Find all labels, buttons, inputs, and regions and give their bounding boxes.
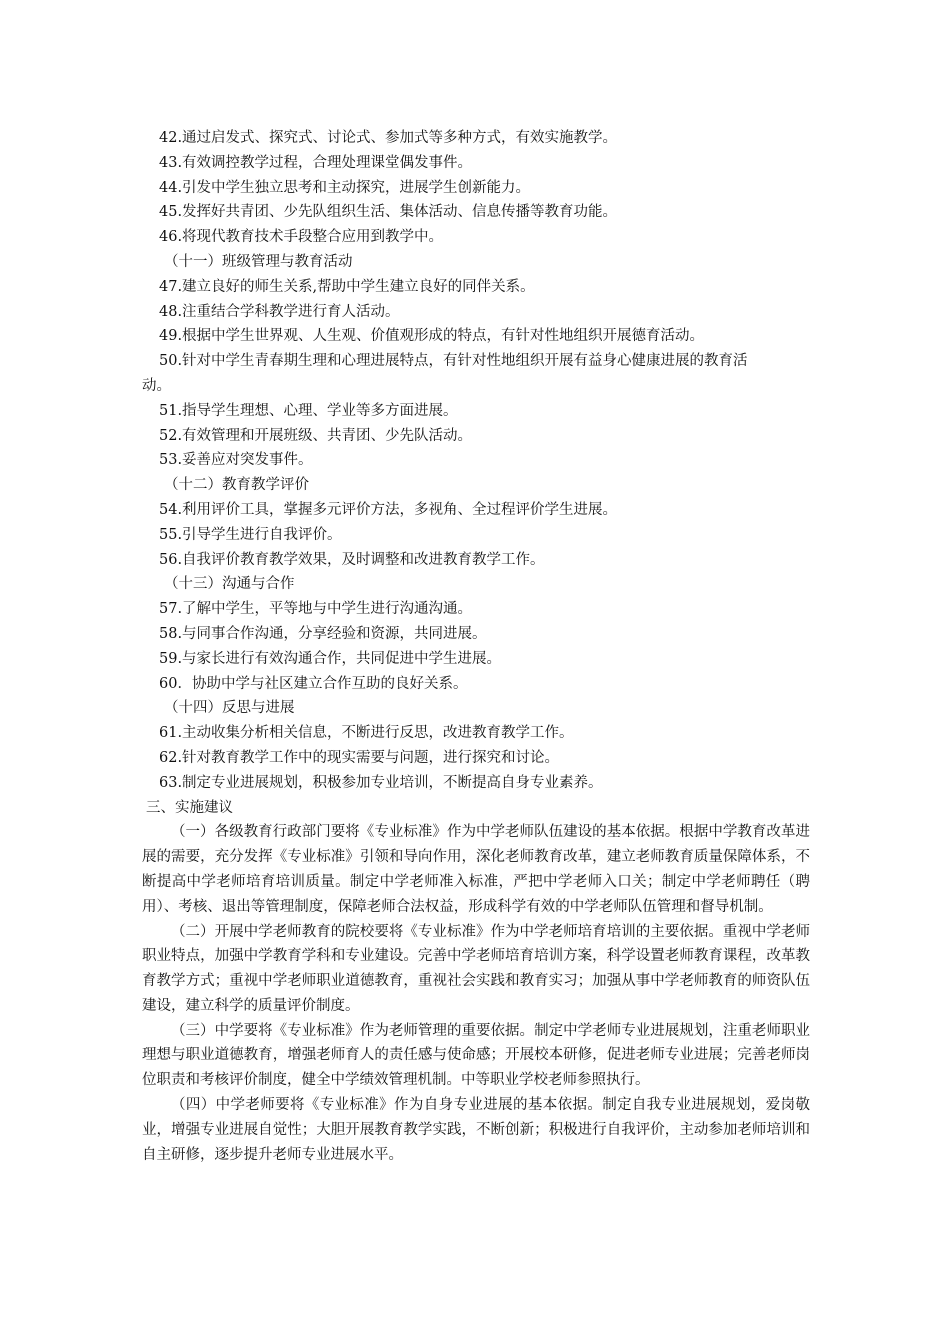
list-item: 63.制定专业进展规划，积极参加专业培训，不断提高自身专业素养。 [159,774,603,791]
list-item: 58.与同事合作沟通，分享经验和资源，共同进展。 [159,625,487,642]
paragraph: （二）开展中学老师教育的院校要将《专业标准》作为中学老师培育培训的主要依据。重视中学老师职业特点，加强中学教育学科和专业建设。完善中学老师培育培训方案，科学设置老师教育课程，改革教育教学方式；重视中学老师职业道德教育，重视社会实践和教育实习；加强从事中学老师教育的师资队伍建设，建立科学的质量评价制度。 [142,923,810,1014]
list-item: 57.了解中学生，平等地与中学生进行沟通沟通。 [159,601,473,618]
paragraph: （四）中学老师要将《专业标准》作为自身专业进展的基本依据。制定自我专业进展规划，爱岗敬业，增强专业进展自觉性；大胆开展教育教学实践，不断创新；积极进行自我评价，主动参加老师培训和自主研修，逐步提升老师专业进展水平。 [142,1097,810,1163]
list-item-continuation: 动。 [142,377,171,394]
section-heading: 三、实施建议 [146,799,233,816]
list-item: 60．协助中学与社区建立合作互助的良好关系。 [159,675,468,692]
list-item: 52.有效管理和开展班级、共青团、少先队活动。 [159,427,473,444]
list-item: 42.通过启发式、探究式、讨论式、参加式等多种方式，有效实施教学。 [159,130,618,146]
list-item: 56.自我评价教育教学效果，及时调整和改进教育教学工作。 [159,551,545,568]
paragraph: （一）各级教育行政部门要将《专业标准》作为中学老师队伍建设的基本依据。根据中学教育改革进展的需要，充分发挥《专业标准》引领和导向作用，深化老师教育改革，建立老师教育质量保障体系，不断提高中学老师培育培训质量。制定中学老师准入标准，严把中学老师入口关；制定中学老师聘任（聘用）、考核、退出等管理制度，保障老师合法权益，形成科学有效的中学老师队伍管理和督导机制。 [142,824,810,915]
list-item: 51.指导学生理想、心理、学业等多方面进展。 [159,402,458,419]
subsection-heading: （十四）反思与进展 [164,700,295,717]
paragraph: （三）中学要将《专业标准》作为老师管理的重要依据。制定中学老师专业进展规划，注重老师职业理想与职业道德教育，增强老师育人的责任感与使命感；开展校本研修，促进老师专业进展；完善老师岗位职责和考核评价制度，健全中学绩效管理机制。中等职业学校老师参照执行。 [142,1022,810,1089]
subsection-heading: （十三）沟通与合作 [164,576,295,593]
list-item: 49.根据中学生世界观、人生观、价值观形成的特点，有针对性地组织开展德育活动。 [159,328,705,345]
list-item: 43.有效调控教学过程，合理处理课堂偶发事件。 [159,154,473,171]
list-item: 53.妥善应对突发事件。 [159,452,313,469]
list-item: 48.注重结合学科教学进行育人活动。 [159,303,400,320]
list-item: 44.引发中学生独立思考和主动探究，进展学生创新能力。 [159,179,531,196]
list-item: 62.针对教育教学工作中的现实需要与问题，进行探究和讨论。 [159,749,560,766]
list-item: 47.建立良好的师生关系,帮助中学生建立良好的同伴关系。 [159,278,535,295]
list-item: 45.发挥好共青团、少先队组织生活、集体活动、信息传播等教育功能。 [159,204,618,221]
document-page [142,126,810,1167]
list-item: 61.主动收集分析相关信息，不断进行反思，改进教育教学工作。 [159,725,574,742]
list-item: 54.利用评价工具，掌握多元评价方法，多视角、全过程评价学生进展。 [159,501,618,518]
subsection-heading: （十二）教育教学评价 [164,477,309,494]
subsection-heading: （十一）班级管理与教育活动 [164,253,353,270]
list-item: 59.与家长进行有效沟通合作，共同促进中学生进展。 [159,650,502,667]
list-item: 55.引导学生进行自我评价。 [159,526,342,543]
list-item: 46.将现代教育技术手段整合应用到教学中。 [159,229,444,246]
list-item: 50.针对中学生青春期生理和心理进展特点，有针对性地组织开展有益身心健康进展的教育活 [159,353,748,370]
